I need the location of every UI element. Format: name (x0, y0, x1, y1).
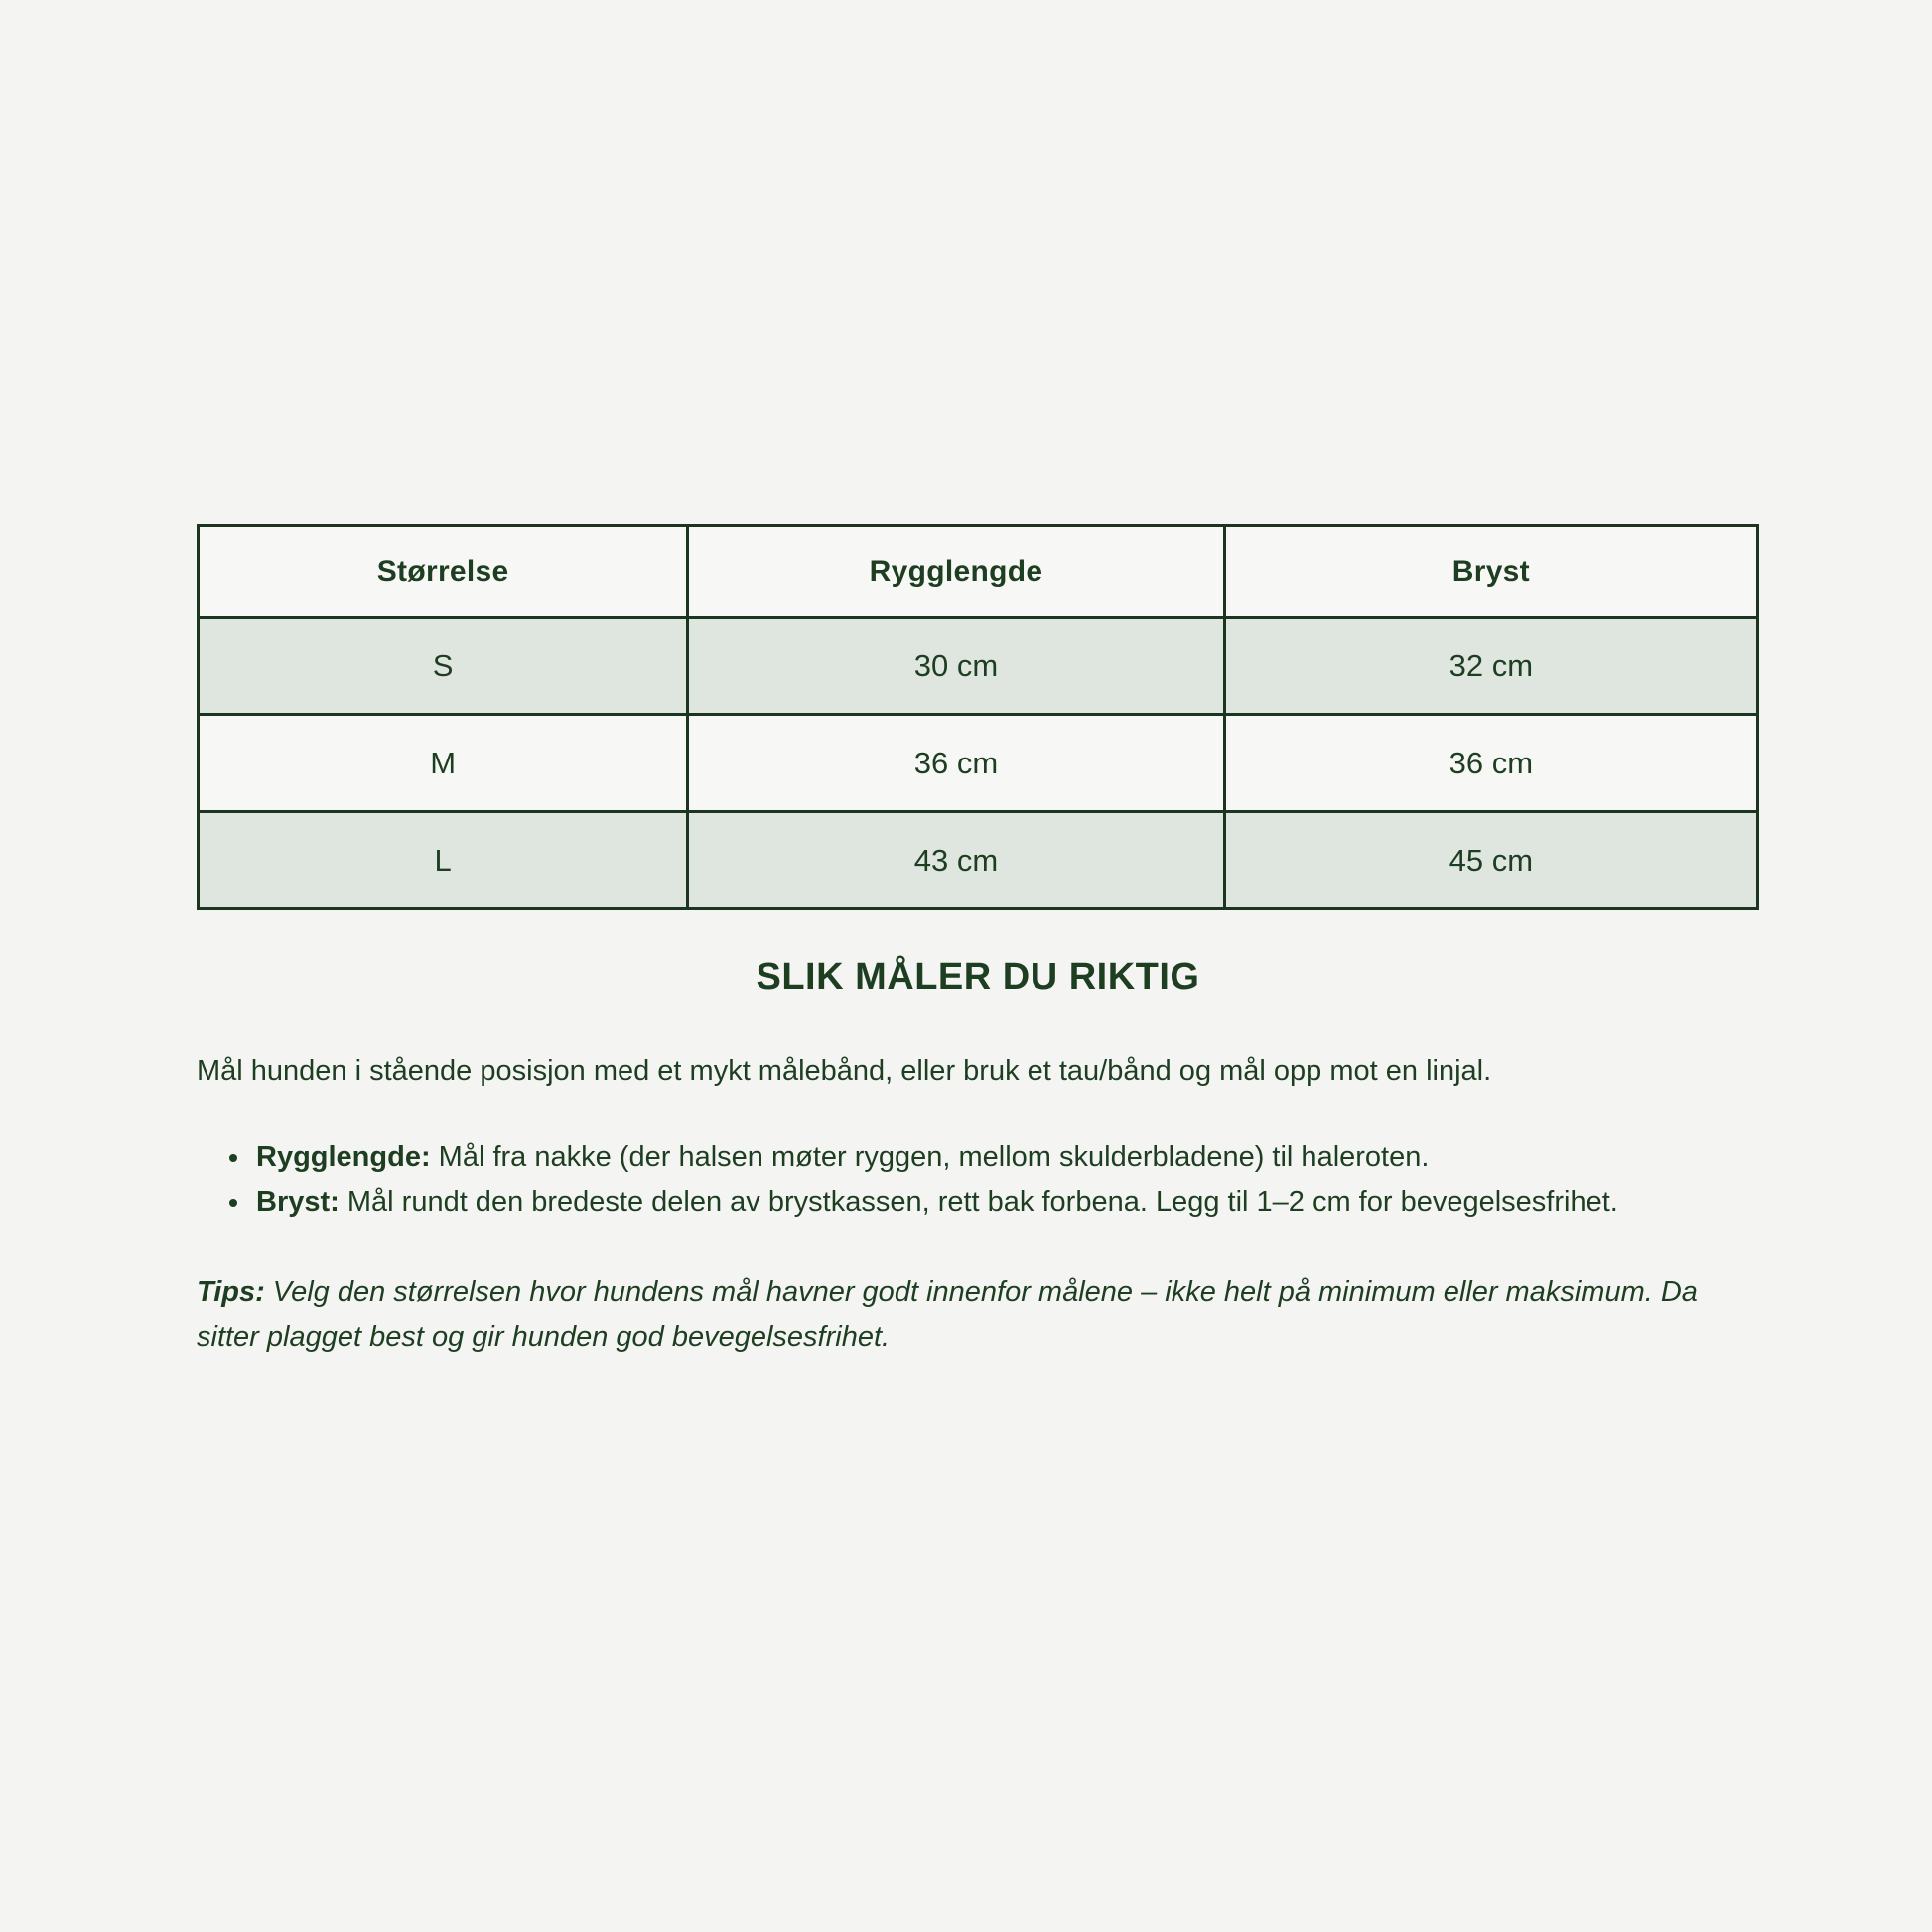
list-item-text: Mål fra nakke (der halsen møter ryggen, mellom skulderbladene) til haleroten. (430, 1141, 1430, 1173)
cell-size: S (199, 618, 688, 715)
table-row-size-s (199, 618, 1758, 715)
tips-paragraph (197, 1269, 1759, 1360)
column-header-chest: Bryst (1224, 526, 1757, 618)
section-heading: SLIK MÅLER DU RIKTIG (756, 956, 1200, 998)
cell-back-length: 43 cm (688, 812, 1224, 909)
list-item-label: Bryst: (256, 1186, 340, 1218)
table-row-size-l (199, 812, 1758, 909)
cell-size: L (199, 812, 688, 909)
column-header-size: Størrelse (199, 526, 688, 618)
list-item-text: Mål rundt den bredeste delen av brystkassen, rett bak forbena. Legg til 1–2 cm for bevegelsesfrihet. (339, 1186, 1618, 1218)
column-header-back-length: Rygglengde (688, 526, 1224, 618)
measurement-instructions-list (197, 1134, 1759, 1225)
size-guide-section (197, 0, 1759, 1360)
tips-label: Tips: (197, 1276, 265, 1308)
tips-text: Velg den størrelsen hvor hundens mål havner godt innenfor målene – ikke helt på minimum eller maksimum. Da sitter plagget best og gir hunden god bevegelsesfrihet. (197, 1276, 1698, 1353)
intro-paragraph: Mål hunden i stående posisjon med et mykt målebånd, eller bruk et tau/bånd og mål opp mot en linjal. (197, 1055, 1492, 1087)
table-row-size-m (199, 715, 1758, 812)
cell-back-length: 36 cm (688, 715, 1224, 812)
size-chart-table (197, 524, 1759, 910)
cell-chest: 32 cm (1224, 618, 1757, 715)
cell-size: M (199, 715, 688, 812)
list-item-label: Rygglengde: (256, 1141, 431, 1173)
cell-chest: 36 cm (1224, 715, 1757, 812)
list-item-chest (252, 1179, 1759, 1225)
list-item-back-length (252, 1134, 1759, 1179)
cell-chest: 45 cm (1224, 812, 1757, 909)
table-header-row (199, 526, 1758, 618)
cell-back-length: 30 cm (688, 618, 1224, 715)
